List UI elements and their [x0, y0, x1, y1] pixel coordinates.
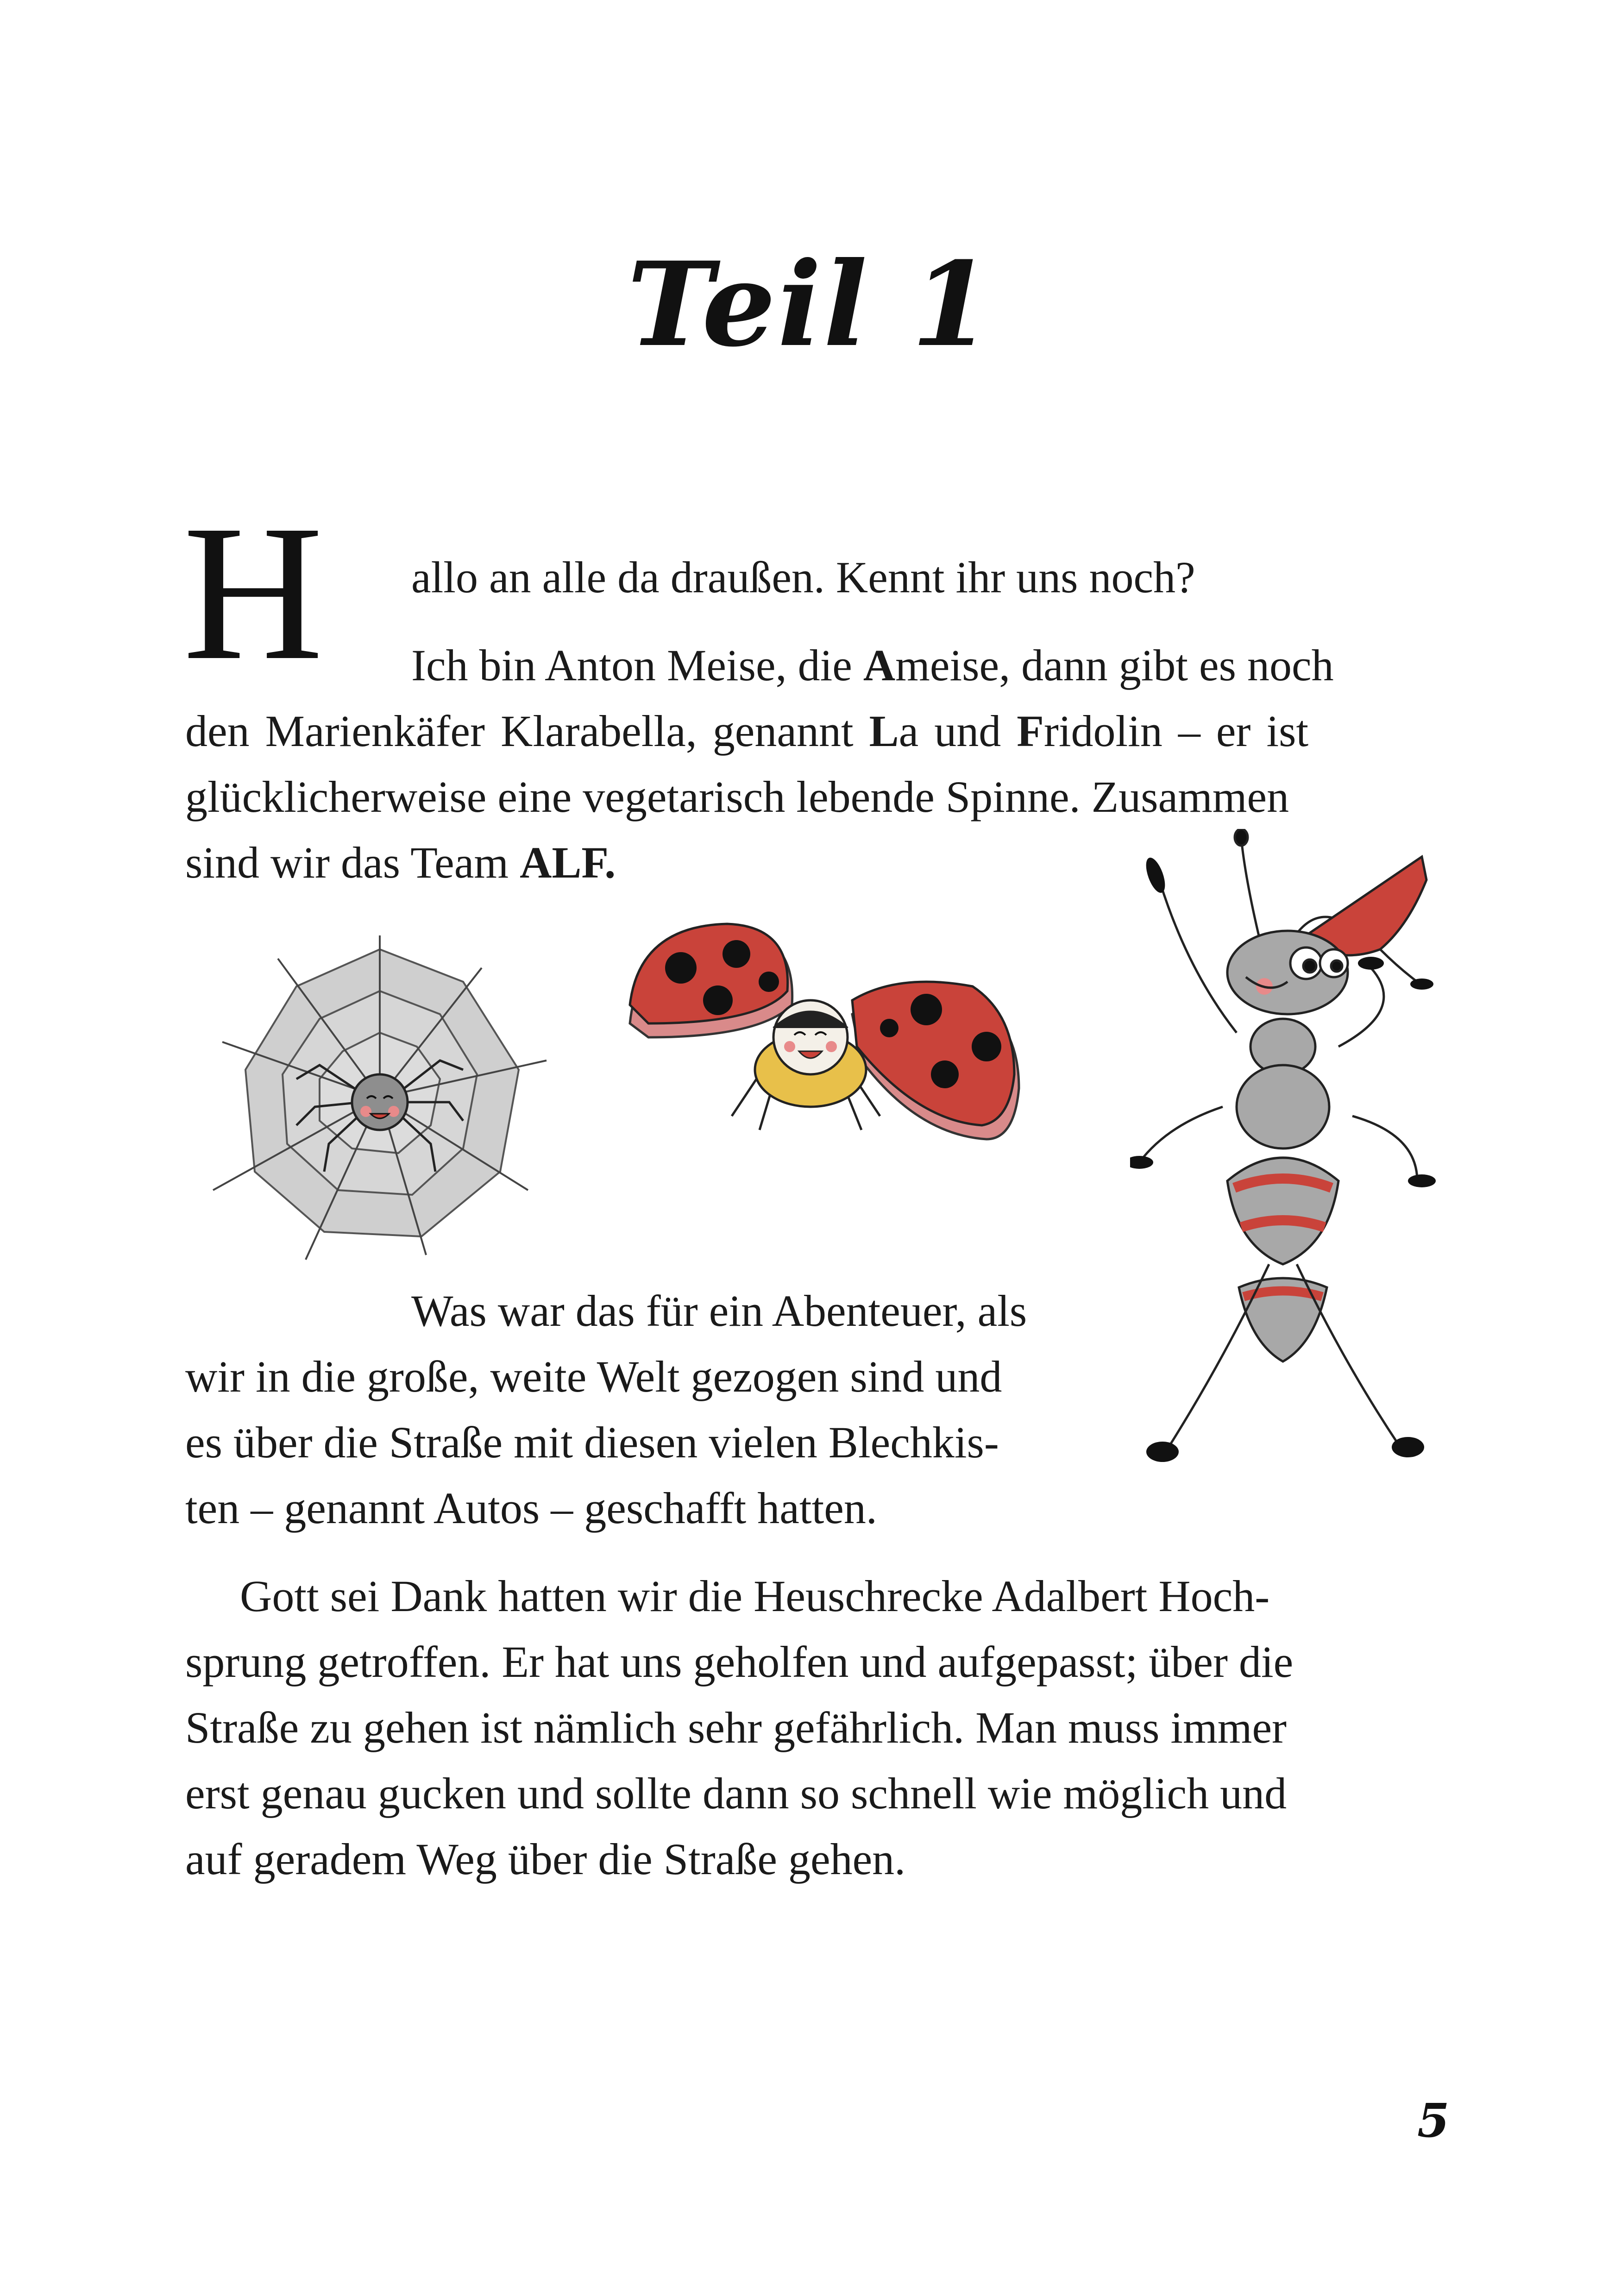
intro-line-2	[411, 633, 1334, 698]
spider-in-web-illustration	[204, 931, 556, 1264]
adventure-line-4: ten – genannt Autos – geschafft hatten.	[185, 1483, 877, 1533]
team-name: ALF.	[520, 838, 616, 887]
adventure-line-2: wir in die große, weite Welt gezogen sind und	[185, 1352, 1002, 1401]
intro-line-5	[185, 830, 616, 896]
intro-line-2-bold: A	[863, 640, 896, 690]
grasshopper-line-1: Gott sei Dank hatten wir die Heuschrecke Adalbert Hoch-	[240, 1571, 1270, 1621]
intro-line-2-c: meise, dann gibt es noch	[895, 640, 1334, 690]
page-number: 5	[1417, 2093, 1450, 2148]
ladybug-right-wing	[852, 982, 1019, 1139]
grasshopper-line-4: erst genau gucken und sollte dann so schnell wie möglich und	[185, 1769, 1287, 1818]
ant-head	[1227, 931, 1348, 1014]
intro-line-3-c: a und	[898, 706, 1017, 756]
intro-line-4: glücklicherweise eine vegetarisch lebende Spinne. Zusammen	[185, 772, 1289, 822]
grasshopper-line-5: auf geradem Weg über die Straße gehen.	[185, 1834, 906, 1884]
ant-illustration	[1130, 829, 1464, 1491]
grasshopper-line-3: Straße zu gehen ist nämlich sehr gefährlich. Man muss immer	[185, 1703, 1287, 1752]
chapter-title: Teil 1	[627, 236, 994, 372]
intro-line-3-bold-f: F	[1017, 706, 1044, 756]
ladybug-illustration	[621, 922, 1028, 1181]
drop-cap: H	[183, 485, 324, 700]
intro-line-2-a: Ich bin Anton Meise, die	[411, 640, 863, 690]
ant-body	[1227, 1019, 1338, 1361]
grasshopper-line-2: sprung getroffen. Er hat uns geholfen und aufgepasst; über die	[185, 1637, 1294, 1687]
adventure-line-3: es über die Straße mit diesen vielen Blechkis-	[185, 1418, 999, 1467]
intro-line-3	[185, 698, 1308, 764]
intro-line-5-a: sind wir das Team	[185, 838, 520, 887]
intro-line-3-bold-l: L	[869, 706, 899, 756]
intro-line-3-e: ridolin – er ist	[1043, 706, 1309, 756]
intro-line-3-a: den Marienkäfer Klarabella, genannt	[185, 706, 869, 756]
ladybug-left-wing	[630, 924, 792, 1037]
intro-line-1: allo an alle da draußen. Kennt ihr uns noch?	[411, 552, 1195, 602]
adventure-line-1: Was war das für ein Abenteuer, als	[411, 1286, 1027, 1336]
